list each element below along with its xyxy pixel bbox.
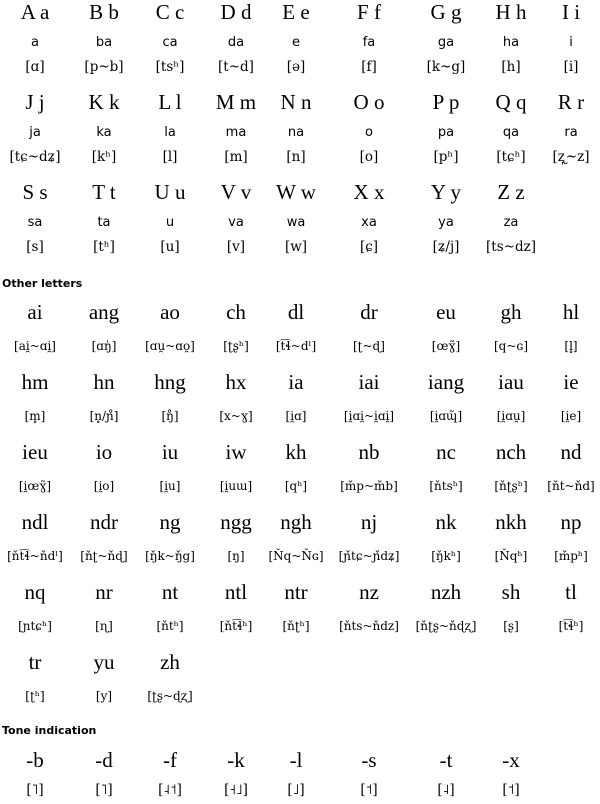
digraph: nb — [358, 440, 380, 464]
ipa-value: [Ňq~Ňɢ] — [268, 549, 324, 563]
ipa-value: [œɣ̃] — [431, 339, 461, 353]
digraph-ipa-row — [0, 686, 600, 710]
letter-name: da — [227, 35, 245, 50]
letter-name: ha — [502, 35, 520, 50]
tone-value: [˩] — [287, 782, 305, 798]
section-heading-other-letters: Other letters — [2, 277, 83, 290]
ipa-value: [m̌pʰ] — [554, 549, 588, 563]
ipa-value: [tsʰ] — [155, 59, 185, 75]
ipa-value: [u] — [160, 239, 180, 255]
letter-name: ma — [225, 125, 247, 140]
ipa-value: [x~ɣ] — [219, 409, 253, 423]
digraph: ai — [27, 300, 43, 324]
tone-value: [˥] — [95, 782, 113, 798]
ipa-value: [ŋ̌k~ŋ̌g] — [145, 549, 195, 563]
digraph: ndr — [90, 510, 118, 534]
ipa-value: [ŋ] — [227, 549, 245, 563]
digraph: eu — [436, 300, 456, 324]
letter: A a — [20, 0, 50, 24]
letter-name: ja — [29, 125, 41, 140]
letter: Z z — [497, 180, 525, 204]
digraph: iang — [427, 370, 465, 394]
ipa-value: [i̯ɑɰ̃] — [429, 409, 463, 423]
letter: H h — [495, 0, 527, 24]
ipa-value: [tɕʰ] — [496, 149, 526, 165]
digraph: gh — [500, 300, 522, 324]
ipa-value: [ŋ̌kʰ] — [431, 549, 461, 563]
letter-name: i — [569, 35, 573, 50]
ipa-value: [i̯ɑi̯~i̯ɑi̯] — [343, 409, 395, 423]
letter: Y y — [430, 180, 462, 204]
ipa-value: [o] — [359, 149, 379, 165]
ipa-value: [ʂ] — [503, 619, 519, 633]
digraph-row — [0, 440, 600, 464]
digraph: ngg — [220, 510, 252, 534]
letter-name: ka — [96, 125, 112, 140]
ipa-value: [ɑu̯~ɑo̯] — [145, 339, 195, 353]
letter: X x — [353, 180, 385, 204]
ipa-value: [ňʈʂʰ] — [494, 479, 528, 493]
digraph: ang — [88, 300, 120, 324]
letter: N n — [280, 90, 312, 114]
letter-row — [0, 180, 600, 204]
tone-value: [˧˩] — [224, 782, 248, 798]
ipa-value: [ʑ/j] — [432, 239, 460, 255]
ipa-value: [ɳ] — [95, 619, 113, 633]
letter-name: la — [164, 125, 176, 140]
digraph: nt — [161, 580, 179, 604]
letter-name: ya — [438, 215, 454, 230]
digraph: nzh — [430, 580, 462, 604]
ipa-value: [ʐ̩~z] — [552, 149, 590, 165]
digraph: ia — [288, 370, 304, 394]
ipa-value: [t͡ɬʰ] — [558, 619, 584, 633]
ipa-value: [i̯ɑu̯] — [496, 409, 526, 423]
tone-ipa-row — [0, 780, 600, 804]
letter: Q q — [495, 90, 527, 114]
letter: G g — [430, 0, 462, 24]
letter-name: wa — [286, 215, 306, 230]
ipa-row — [0, 147, 600, 171]
ipa-value: [ňt͡ɬʰ] — [219, 619, 253, 633]
letter: P p — [432, 90, 460, 114]
ipa-value: [h] — [501, 59, 521, 75]
tone-value: [˨˦] — [158, 782, 182, 798]
ipa-value: [p~b] — [84, 59, 124, 75]
letter: R r — [557, 90, 585, 114]
digraph: ie — [563, 370, 579, 394]
letter: I i — [561, 0, 581, 24]
letter-name-row — [0, 124, 600, 148]
digraph: ao — [160, 300, 180, 324]
ipa-value: [t~d] — [218, 59, 254, 75]
digraph: tr — [28, 650, 42, 674]
digraph: ndl — [21, 510, 49, 534]
digraph-ipa-row — [0, 406, 600, 430]
ipa-value: [ʈʂʰ] — [223, 339, 249, 353]
ipa-value: [qʰ] — [284, 479, 308, 493]
digraph: kh — [285, 440, 307, 464]
digraph: hm — [21, 370, 49, 394]
ipa-value: [i̯uɯ] — [219, 479, 253, 493]
letter-name: ca — [162, 35, 178, 50]
ipa-value: [tɕ~dʑ] — [9, 149, 61, 165]
digraph-row — [0, 370, 600, 394]
ipa-value: [l] — [162, 149, 178, 165]
digraph: nq — [24, 580, 46, 604]
ipa-value: [ňts~ňdz] — [339, 619, 399, 633]
ipa-value: [n] — [286, 149, 306, 165]
letter: F f — [357, 0, 381, 24]
letter-name: na — [287, 125, 305, 140]
digraph: ieu — [22, 440, 48, 464]
ipa-value: [ňt~ňd] — [547, 479, 595, 493]
letter-name: sa — [27, 215, 43, 230]
ipa-value: [Ňqʰ] — [494, 549, 528, 563]
tone-value: [˦] — [502, 782, 520, 798]
digraph: ngh — [280, 510, 312, 534]
letter-name: o — [365, 125, 373, 140]
ipa-value: [k~g] — [426, 59, 466, 75]
ipa-value: [ňʈʂ~ňɖʐ] — [415, 619, 477, 633]
letter: D d — [220, 0, 252, 24]
ipa-value: [w] — [284, 239, 308, 255]
tone-value: [˨] — [437, 782, 455, 798]
digraph: dr — [360, 300, 378, 324]
digraph: zh — [160, 650, 180, 674]
ipa-value: [ə] — [286, 59, 306, 75]
digraph: iw — [225, 440, 247, 464]
letter-name: ba — [95, 35, 113, 50]
letter-name: e — [292, 35, 300, 50]
tone-letter: -t — [439, 748, 453, 772]
ipa-value: [s] — [26, 239, 44, 255]
letter-row — [0, 0, 600, 24]
digraph: dl — [287, 300, 305, 324]
digraph: yu — [93, 650, 115, 674]
ipa-value: [i̯e] — [560, 409, 582, 423]
ipa-value: [i̯œɣ̃] — [18, 479, 52, 493]
section-heading-tone-indication: Tone indication — [2, 724, 97, 737]
letter: T t — [92, 180, 116, 204]
ipa-value: [t͡ɬ~dˡ] — [275, 339, 317, 353]
letter: C c — [155, 0, 185, 24]
digraph-row — [0, 300, 600, 324]
tone-row — [0, 748, 600, 772]
letter-name: fa — [362, 35, 376, 50]
letter-name: xa — [361, 215, 377, 230]
digraph-row — [0, 650, 600, 674]
digraph: ntl — [224, 580, 248, 604]
digraph: tl — [565, 580, 577, 604]
ipa-value: [f] — [361, 59, 377, 75]
ipa-value: [kʰ] — [91, 149, 117, 165]
ipa-value: [ňʈ~ňɖ] — [80, 549, 128, 563]
letter-name-row — [0, 214, 600, 238]
tone-letter: -x — [502, 748, 520, 772]
ipa-value: [m̥] — [24, 409, 46, 423]
tone-letter: -d — [95, 748, 113, 772]
ipa-value: [ňtsʰ] — [429, 479, 463, 493]
ipa-value: [i] — [563, 59, 579, 75]
ipa-value: [i̯o] — [93, 479, 115, 493]
ipa-value: [ŋ̊] — [161, 409, 179, 423]
digraph: io — [95, 440, 113, 464]
letter-name: qa — [502, 125, 520, 140]
ipa-row — [0, 237, 600, 261]
ipa-value: [ɑ] — [25, 59, 45, 75]
ipa-value: [y] — [95, 689, 113, 703]
ipa-value: [ňʈʰ] — [282, 619, 310, 633]
letter: U u — [154, 180, 186, 204]
letter-name: ga — [437, 35, 455, 50]
digraph: hx — [225, 370, 247, 394]
digraph: nkh — [495, 510, 527, 534]
letter: J j — [25, 90, 45, 114]
digraph: nr — [95, 580, 113, 604]
ipa-value: [ňt͡ɬ~ňdˡ] — [7, 549, 63, 563]
ipa-value: [tʰ] — [93, 239, 115, 255]
digraph: iai — [358, 370, 380, 394]
digraph: sh — [501, 580, 521, 604]
digraph: ch — [226, 300, 246, 324]
digraph: hng — [154, 370, 186, 394]
digraph: nz — [359, 580, 379, 604]
letter-row — [0, 90, 600, 114]
digraph: nj — [360, 510, 378, 534]
digraph-ipa-row — [0, 616, 600, 640]
digraph: ntr — [284, 580, 308, 604]
ipa-value: [ts~dz] — [486, 239, 536, 255]
ipa-value: [ɲtɕʰ] — [18, 619, 52, 633]
letter-name: za — [503, 215, 519, 230]
letter: S s — [22, 180, 48, 204]
digraph-ipa-row — [0, 336, 600, 360]
digraph: ng — [159, 510, 181, 534]
digraph: hl — [562, 300, 580, 324]
tone-letter: -f — [163, 748, 177, 772]
ipa-value: [ʈʰ] — [25, 689, 45, 703]
ipa-value: [ɲ̌tɕ~ɲ̌dʑ] — [338, 549, 400, 563]
ipa-value: [ňtʰ] — [156, 619, 184, 633]
letter: V v — [220, 180, 252, 204]
ipa-value: [ɕ] — [359, 239, 379, 255]
letter: B b — [89, 0, 119, 24]
ipa-row — [0, 57, 600, 81]
letter-name: ra — [564, 125, 578, 140]
letter-name-row — [0, 34, 600, 58]
tone-letter: -l — [289, 748, 303, 772]
digraph: nk — [435, 510, 457, 534]
digraph-ipa-row — [0, 476, 600, 500]
tone-letter: -b — [26, 748, 44, 772]
ipa-value: [q~ɢ] — [493, 339, 529, 353]
tone-value: [˥] — [26, 782, 44, 798]
letter-name: va — [228, 215, 244, 230]
ipa-value: [m̌p~m̌b] — [340, 479, 398, 493]
letter: O o — [353, 90, 385, 114]
ipa-value: [ai̯~ɑi̯] — [14, 339, 56, 353]
letter: M m — [215, 90, 257, 114]
ipa-value: [pʰ] — [433, 149, 459, 165]
letter-name: u — [165, 215, 175, 230]
ipa-value: [i̯u] — [159, 479, 181, 493]
digraph-ipa-row — [0, 546, 600, 570]
digraph: iau — [498, 370, 524, 394]
letter: K k — [88, 90, 120, 114]
digraph: nc — [436, 440, 456, 464]
digraph: iu — [161, 440, 179, 464]
ipa-value: [m] — [224, 149, 248, 165]
digraph: nch — [495, 440, 527, 464]
tone-letter: -k — [227, 748, 245, 772]
ipa-value: [n̥/ɲ̊] — [89, 409, 119, 423]
ipa-value: [ɑŋ̍] — [91, 339, 117, 353]
letter: W w — [276, 180, 316, 204]
ipa-value: [i̯ɑ] — [285, 409, 307, 423]
letter-name: pa — [437, 125, 455, 140]
ipa-value: [l̥] — [564, 339, 578, 353]
ipa-value: [ʈʂ~ɖʐ] — [147, 689, 193, 703]
letter-name: ta — [97, 215, 111, 230]
ipa-value: [ʈ~ɖ] — [352, 339, 385, 353]
tone-value: [˦] — [360, 782, 378, 798]
ipa-value: [v] — [226, 239, 246, 255]
digraph-row — [0, 580, 600, 604]
digraph-row — [0, 510, 600, 534]
digraph: hn — [93, 370, 115, 394]
letter-name: a — [31, 35, 39, 50]
letter: E e — [282, 0, 310, 24]
digraph: nd — [560, 440, 582, 464]
tone-letter: -s — [361, 748, 377, 772]
digraph: np — [560, 510, 582, 534]
letter: L l — [158, 90, 182, 114]
